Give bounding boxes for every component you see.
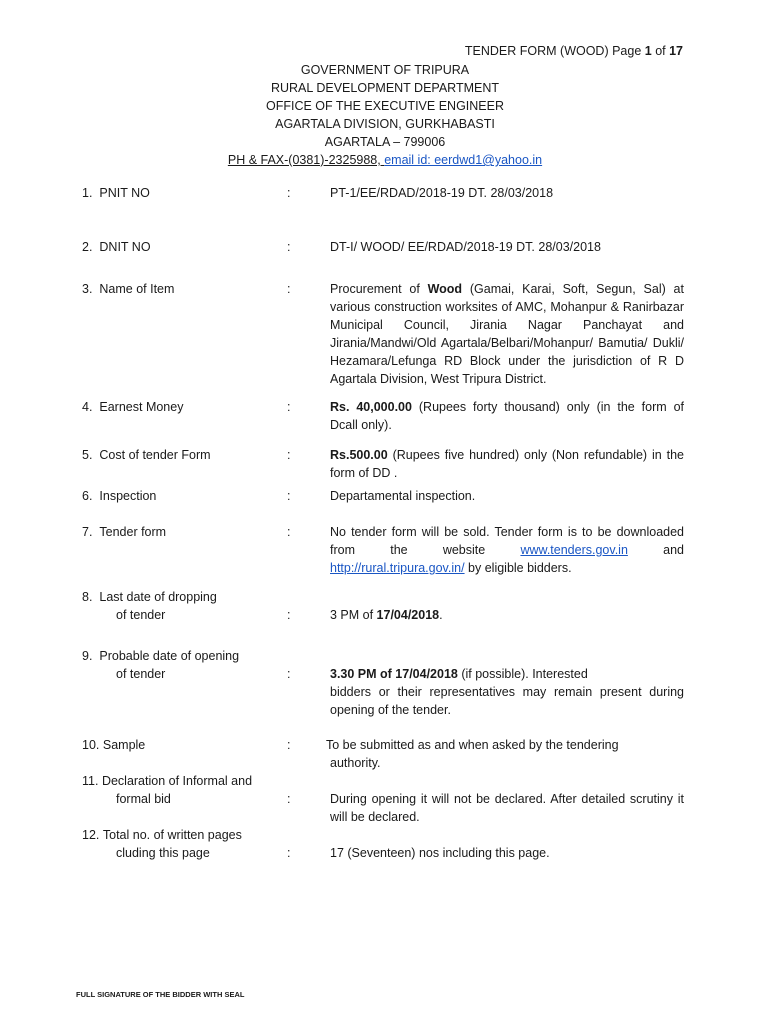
item-colon: :: [287, 489, 291, 503]
item-value: Rs. 40,000.00 (Rupees forty thousand) only (in the form of Dcall only).: [330, 400, 684, 432]
office-line-5: AGARTALA – 799006: [324, 135, 446, 149]
item-label: 8. Last date of dropping of tender: [82, 590, 217, 622]
office-line-3: OFFICE OF THE EXECUTIVE ENGINEER: [266, 99, 504, 113]
office-line-2: RURAL DEVELOPMENT DEPARTMENT: [270, 81, 500, 95]
form-title: TENDER FORM (WOOD) Page: [464, 44, 645, 58]
rural-website-link[interactable]: http://rural.tripura.gov.in/: [330, 561, 465, 575]
signature-note: FULL SIGNATURE OF THE BIDDER WITH SEAL: [76, 990, 245, 999]
contact-line: [0, 151, 770, 169]
item-value: PT-1/EE/RDAD/2018-19 DT. 28/03/2018: [330, 186, 554, 200]
office-line-1: GOVERNMENT OF TRIPURA: [300, 63, 470, 77]
phone-fax: PH & FAX-(0381)-2325988,: [227, 153, 385, 167]
item-label: 3. Name of Item: [82, 282, 175, 296]
item-value: 17 (Seventeen) nos including this page.: [330, 846, 550, 860]
item-value: Departamental inspection.: [330, 489, 476, 503]
item-label: 2. DNIT NO: [82, 240, 151, 254]
item-label: 1. PNIT NO: [82, 186, 150, 200]
item-value: No tender form will be sold. Tender form is to be downloaded from the website www.tenders.gov.in and http://rural.tripura.gov.in/ by eligible bidders.: [330, 525, 684, 575]
item-colon: :: [287, 846, 291, 860]
item-colon: :: [287, 608, 291, 622]
item-value: DT-I/ WOOD/ EE/RDAD/2018-19 DT. 28/03/2018: [330, 240, 601, 254]
item-value: To be submitted as and when asked by the tendering authority.: [326, 738, 619, 770]
item-label: 7. Tender form: [82, 525, 167, 539]
item-label: 6. Inspection: [82, 489, 157, 503]
office-address-block: [0, 61, 770, 169]
item-colon: :: [287, 400, 291, 414]
item-label: 9. Probable date of opening of tender: [82, 649, 240, 681]
item-label: 11. Declaration of Informal and formal bid: [82, 774, 253, 806]
item-value: Rs.500.00 (Rupees five hundred) only (Non refundable) in the form of DD .: [330, 448, 684, 480]
item-colon: :: [287, 186, 291, 200]
item-value: During opening it will not be declared. After detailed scrutiny it will be declared.: [330, 792, 684, 824]
item-value: 3 PM of 17/04/2018.: [330, 608, 443, 622]
item-colon: :: [287, 667, 291, 681]
page-header: [465, 44, 683, 58]
page-of: of: [651, 44, 670, 58]
item-label: 4. Earnest Money: [82, 400, 184, 414]
item-colon: :: [287, 240, 291, 254]
item-colon: :: [287, 282, 291, 296]
tenders-website-link[interactable]: www.tenders.gov.in: [520, 543, 628, 557]
item-label: 5. Cost of tender Form: [82, 448, 211, 462]
item-colon: :: [287, 448, 291, 462]
office-line-4: AGARTALA DIVISION, GURKHABASTI: [275, 117, 495, 131]
item-label: 10. Sample: [82, 738, 146, 752]
item-colon: :: [287, 525, 291, 539]
item-label: 12. Total no. of written pages cluding this page: [82, 828, 242, 860]
item-value: 3.30 PM of 17/04/2018 (if possible). Interested bidders or their representatives may remain present during opening of the tender.: [330, 667, 684, 717]
item-colon: :: [287, 792, 291, 806]
page-total: 17: [669, 44, 683, 58]
page-current: 1: [644, 44, 652, 58]
email-link[interactable]: email id: eerdwd1@yahoo.in: [384, 153, 543, 167]
item-colon: :: [287, 738, 291, 752]
item-value: Procurement of Wood (Gamai, Karai, Soft, Segun, Sal) at various construction worksites of AMC, Mohanpur & Ranirbazar Municipal Council, Jirania Nagar Panchayat and Jirania/Mandwi/Old Agartala/Belbari/Mohanpur/ Bamutia/ Dukli/ Hezamara/Lefunga RD Block under the jurisdiction of R D Agartala Division, West Tripura District.: [330, 282, 684, 386]
